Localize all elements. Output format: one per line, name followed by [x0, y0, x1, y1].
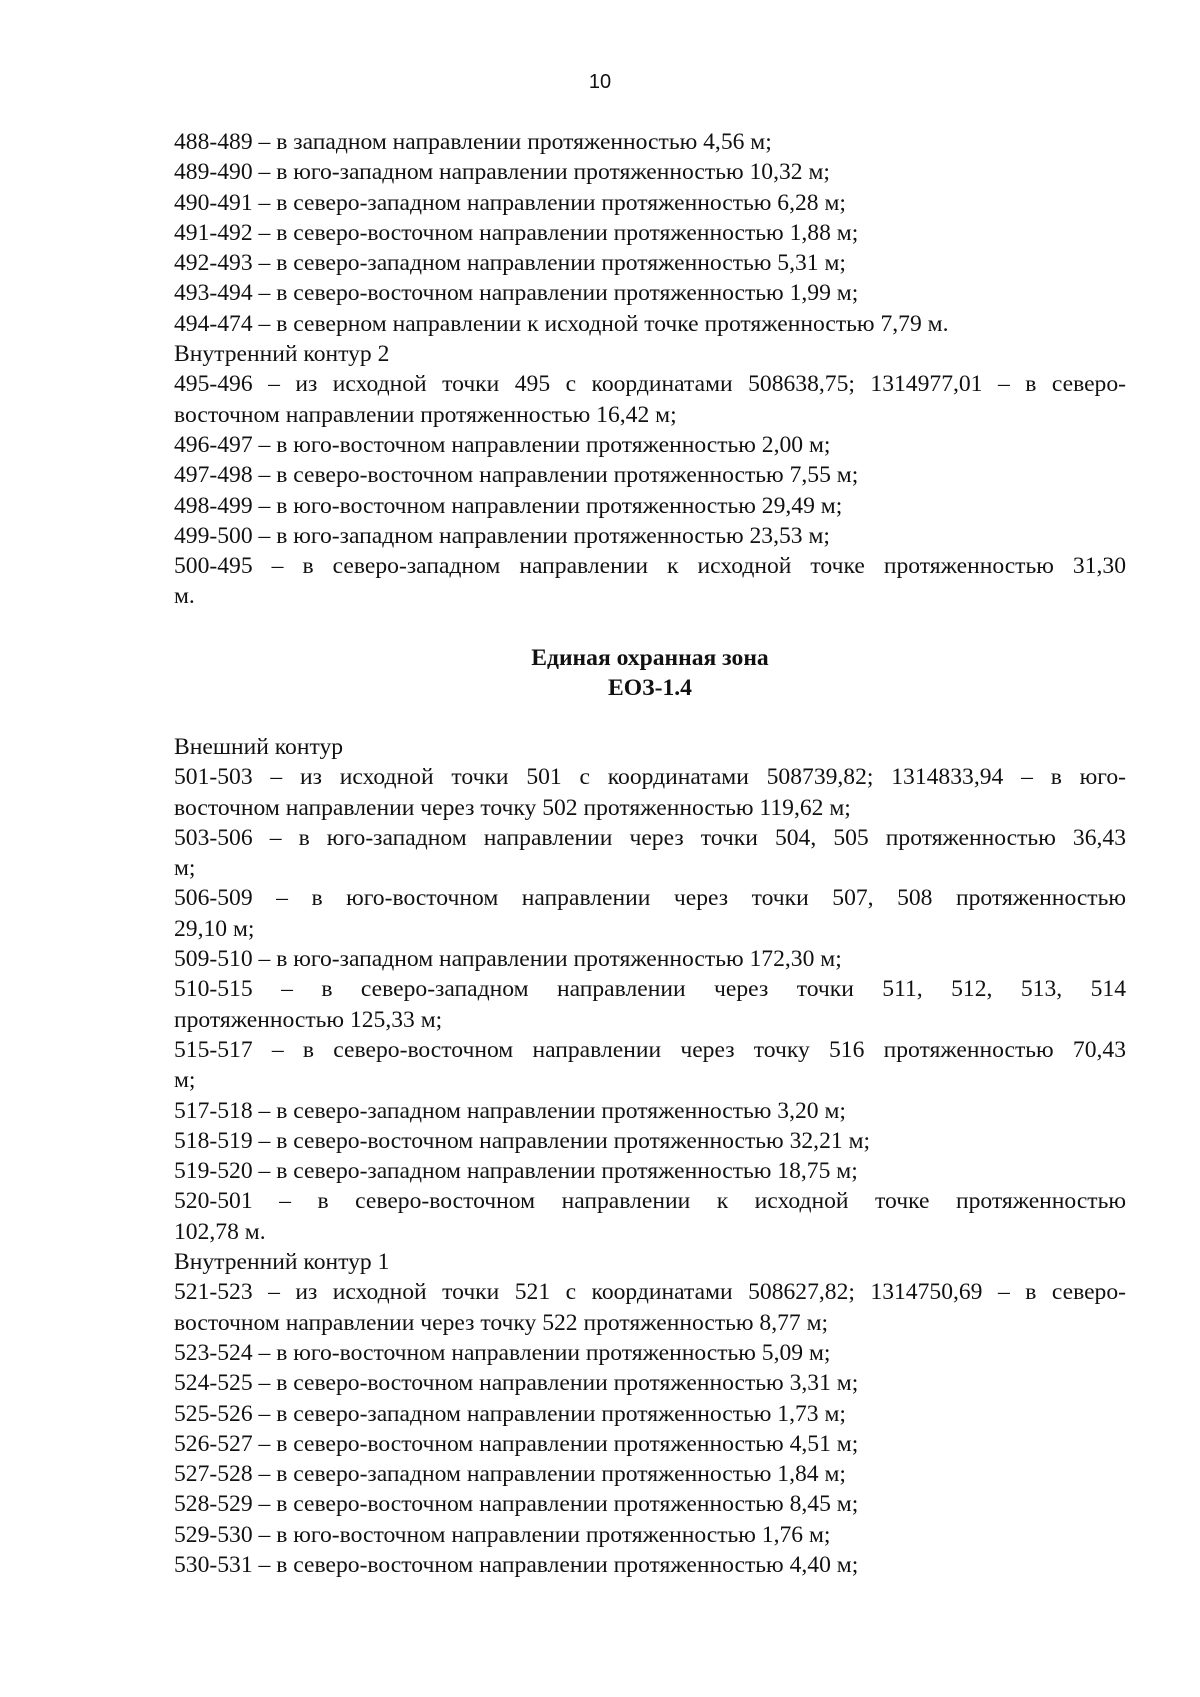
text-line: 506-509 – в юго-восточном направлении через точки 507, 508 протяженностью	[174, 885, 1126, 912]
text-line: 523-524 – в юго-восточном направлении протяженностью 5,09 м;	[174, 1339, 831, 1366]
text-line: 503-506 – в юго-западном направлении через точки 504, 505 протяженностью 36,43	[174, 824, 1126, 851]
text-line: 29,10 м;	[174, 915, 255, 942]
text-line: 528-529 – в северо-восточном направлении протяженностью 8,45 м;	[174, 1491, 859, 1518]
text-line: 490-491 – в северо-западном направлении протяженностью 6,28 м;	[174, 189, 846, 216]
text-line: 496-497 – в юго-восточном направлении протяженностью 2,00 м;	[174, 431, 831, 458]
text-line: 527-528 – в северо-западном направлении протяженностью 1,84 м;	[174, 1461, 846, 1488]
text-line: м;	[174, 1067, 196, 1094]
text-line: 497-498 – в северо-восточном направлении протяженностью 7,55 м;	[174, 462, 859, 489]
text-line: Внешний контур	[174, 734, 344, 760]
text-line: восточном направлении протяженностью 16,42 м;	[174, 401, 677, 428]
text-line: 500-495 – в северо-западном направлении к исходной точке протяженностью 31,30	[174, 553, 1126, 580]
text-line: м;	[174, 855, 196, 882]
text-line: 492-493 – в северо-западном направлении протяженностью 5,31 м;	[174, 250, 846, 277]
text-line: 525-526 – в северо-западном направлении протяженностью 1,73 м;	[174, 1400, 846, 1427]
text-line: 488-489 – в западном направлении протяженностью 4,56 м;	[174, 129, 772, 155]
text-line: 515-517 – в северо-восточном направлении через точку 516 протяженностью 70,43	[174, 1036, 1126, 1063]
page-number: 10	[588, 71, 612, 93]
text-line: восточном направлении через точку 522 протяженностью 8,77 м;	[174, 1309, 829, 1336]
text-line: 495-496 – из исходной точки 495 с координатами 508638,75; 1314977,01 – в северо-	[174, 371, 1126, 398]
section-heading-code: ЕОЗ-1.4	[608, 675, 692, 701]
text-line: м.	[174, 583, 195, 610]
text-line: 509-510 – в юго-западном направлении протяженностью 172,30 м;	[174, 946, 842, 973]
text-line: 519-520 – в северо-западном направлении протяженностью 18,75 м;	[174, 1158, 858, 1185]
contour-description-block-2	[174, 732, 1126, 1580]
text-line: 493-494 – в северо-восточном направлении протяженностью 1,99 м;	[174, 280, 859, 307]
text-line: 498-499 – в юго-восточном направлении протяженностью 29,49 м;	[174, 492, 843, 519]
text-line: 517-518 – в северо-западном направлении протяженностью 3,20 м;	[174, 1097, 846, 1124]
text-line: 524-525 – в северо-восточном направлении протяженностью 3,31 м;	[174, 1370, 859, 1397]
section-heading-title: Единая охранная зона	[531, 645, 769, 671]
contour-description-block-1	[174, 127, 1126, 612]
text-line: 510-515 – в северо-западном направлении через точки 511, 512, 513, 514	[174, 976, 1126, 1003]
text-line: 494-474 – в северном направлении к исходной точке протяженностью 7,79 м.	[174, 310, 949, 337]
text-line: 501-503 – из исходной точки 501 с координатами 508739,82; 1314833,94 – в юго-	[174, 764, 1126, 791]
text-line: Внутренний контур 1	[174, 1249, 390, 1276]
text-line: 499-500 – в юго-западном направлении протяженностью 23,53 м;	[174, 522, 830, 549]
text-line: 491-492 – в северо-восточном направлении протяженностью 1,88 м;	[174, 219, 859, 246]
text-line: 520-501 – в северо-восточном направлении к исходной точке протяженностью	[174, 1188, 1126, 1215]
text-line: 526-527 – в северо-восточном направлении протяженностью 4,51 м;	[174, 1430, 859, 1457]
text-line: 529-530 – в юго-восточном направлении протяженностью 1,76 м;	[174, 1521, 831, 1548]
text-line: 489-490 – в юго-западном направлении протяженностью 10,32 м;	[174, 159, 830, 186]
text-line: Внутренний контур 2	[174, 341, 390, 368]
text-line: восточном направлении через точку 502 протяженностью 119,62 м;	[174, 794, 851, 821]
text-line: 102,78 м.	[174, 1218, 266, 1245]
text-line: протяженностью 125,33 м;	[174, 1006, 443, 1033]
text-line: 521-523 – из исходной точки 521 с координатами 508627,82; 1314750,69 – в северо-	[174, 1279, 1126, 1306]
text-line: 530-531 – в северо-восточном направлении протяженностью 4,40 м;	[174, 1552, 859, 1579]
text-line: 518-519 – в северо-восточном направлении протяженностью 32,21 м;	[174, 1127, 871, 1154]
